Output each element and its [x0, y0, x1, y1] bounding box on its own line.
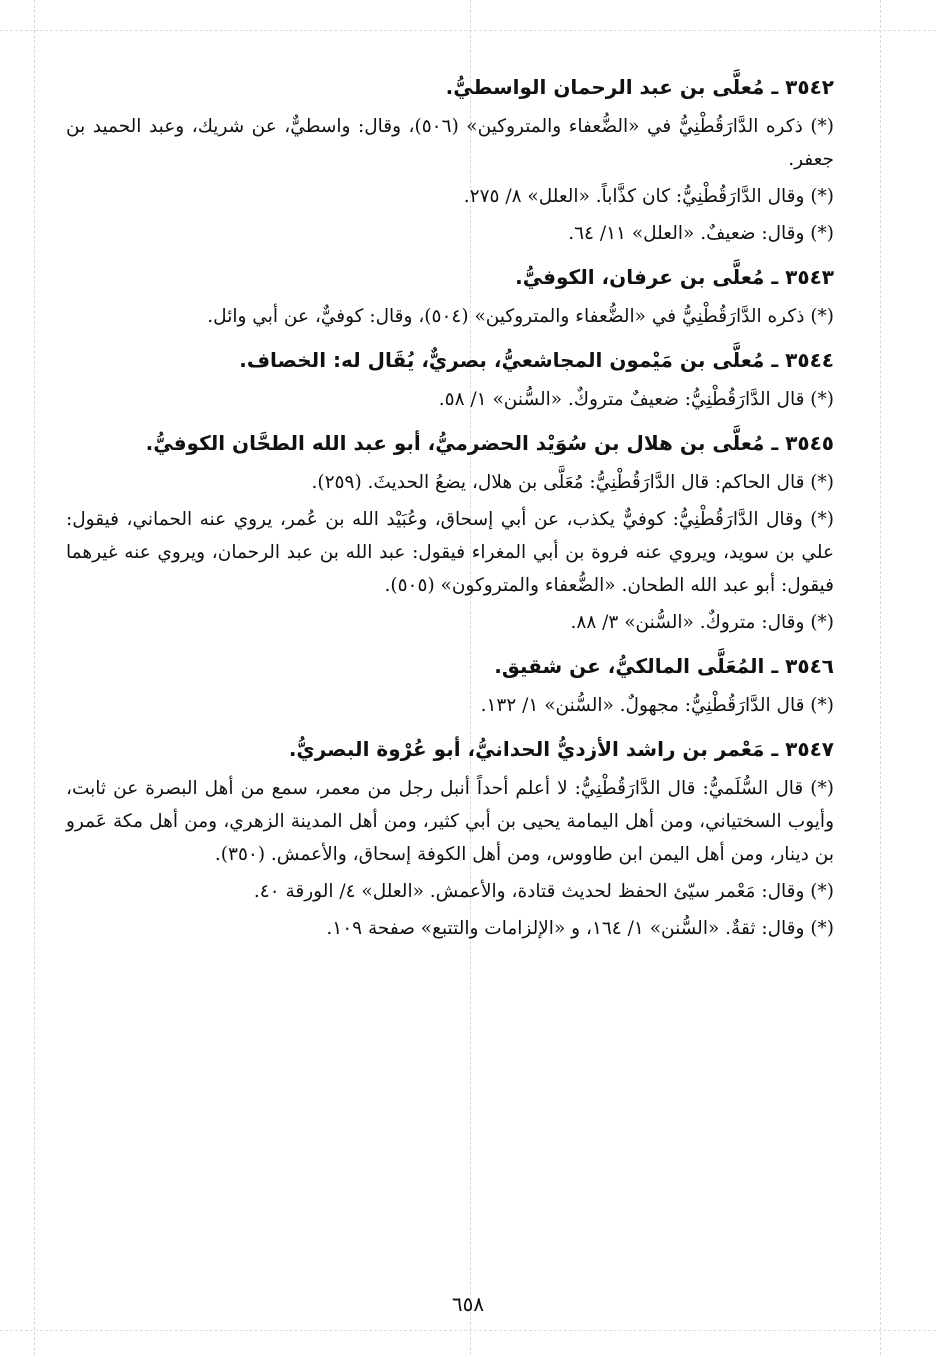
- scan-guide-line: [0, 30, 936, 31]
- document-body: [66, 70, 834, 955]
- entry-3544: [66, 343, 834, 416]
- entry-paragraph: (*) وقال الدَّارَقُطْنِيُّ: كان كذَّاباً. «العلل» ٨/ ٢٧٥.: [463, 186, 834, 207]
- entry-paragraph: (*) قال السُّلَميُّ: قال الدَّارَقُطْنِيُّ: لا أعلم أحداً أنبل رجل من معمر، سمع من أهل البصرة عن ثابت، وأيوب السختياني، ومن أهل اليمامة يحيى بن أبي كثير، ومن أهل المدينة الزهري، ومن أهل مكة عَمرو بن دينار، ومن أهل اليمن ابن طاووس، ومن أهل الكوفة إسحاق، والأعمش. (٣٥٠).: [66, 778, 834, 865]
- entry-3542: [66, 70, 834, 250]
- page-number: ٦٥٨: [451, 1292, 485, 1316]
- entry-paragraph: (*) وقال الدَّارَقُطْنِيُّ: كوفيٌّ يكذب، عن أبي إسحاق، وعُبَيْد الله بن عُمر، يروي عنه الحماني، فيقول: علي بن سويد، ويروي عنه فروة بن أبي المغراء فيقول: عبد الله بن عبد الرحمان، ويروي عنه غيرهما فيقول: أبو عبد الله الطحان. «الضُّعفاء والمتروكون» (٥٠٥).: [66, 509, 834, 596]
- entry-3547: [66, 732, 834, 945]
- entry-paragraph: (*) وقال: ثقةٌ. «السُّنن» ١/ ١٦٤، و «الإلزامات والتتبع» صفحة ١٠٩.: [326, 918, 834, 939]
- entry-paragraph: (*) وقال: متروكٌ. «السُّنن» ٣/ ٨٨.: [570, 612, 834, 633]
- entry-paragraph: (*) ذكره الدَّارَقُطْنِيُّ في «الضُّعفاء والمتروكين» (٥٠٤)، وقال: كوفيٌّ، عن أبي وائل.: [207, 306, 834, 327]
- entry-heading: ٣٥٤٣ ـ مُعلَّى بن عرفان، الكوفيُّ.: [515, 265, 834, 289]
- entry-3545: [66, 426, 834, 639]
- scan-guide-line: [880, 0, 881, 1355]
- entry-heading: ٣٥٤٤ ـ مُعلَّى بن مَيْمون المجاشعيُّ، بصريٌّ، يُقَال له: الخصاف.: [239, 348, 834, 372]
- entry-paragraph: (*) وقال: مَعْمر سيّئ الحفظ لحديث قتادة، والأعمش. «العلل» ٤/ الورقة ٤٠.: [253, 881, 834, 902]
- entry-3546: [66, 649, 834, 722]
- entry-paragraph: (*) قال الدَّارَقُطْنِيُّ: مجهولٌ. «السُّنن» ١/ ١٣٢.: [480, 695, 834, 716]
- entry-heading: ٣٥٤٢ ـ مُعلَّى بن عبد الرحمان الواسطيُّ.: [445, 75, 834, 99]
- entry-3543: [66, 260, 834, 333]
- entry-paragraph: (*) قال الدَّارَقُطْنِيُّ: ضعيفٌ متروكٌ. «السُّنن» ١/ ٥٨.: [438, 389, 834, 410]
- entry-heading: ٣٥٤٥ ـ مُعلَّى بن هلال بن سُوَيْد الحضرميُّ، أبو عبد الله الطحَّان الكوفيُّ.: [145, 431, 834, 455]
- entry-paragraph: (*) قال الحاكم: قال الدَّارَقُطْنِيُّ: مُعَلَّى بن هلال، يضعُ الحديثَ. (٢٥٩).: [311, 472, 834, 493]
- entry-paragraph: (*) وقال: ضعيفٌ. «العلل» ١١/ ٦٤.: [568, 223, 834, 244]
- entry-paragraph: (*) ذكره الدَّارَقُطْنِيُّ في «الضُّعفاء والمتروكين» (٥٠٦)، وقال: واسطيٌّ، عن شريك، وعبد الحميد بن جعفر.: [66, 116, 835, 170]
- entry-heading: ٣٥٤٦ ـ المُعَلَّى المالكيُّ، عن شقيق.: [494, 654, 834, 678]
- entry-heading: ٣٥٤٧ ـ مَعْمر بن راشد الأزديُّ الحدانيُّ، أبو عُرْوة البصريُّ.: [288, 737, 834, 761]
- scan-guide-line: [34, 0, 35, 1355]
- scan-guide-line: [0, 1330, 936, 1331]
